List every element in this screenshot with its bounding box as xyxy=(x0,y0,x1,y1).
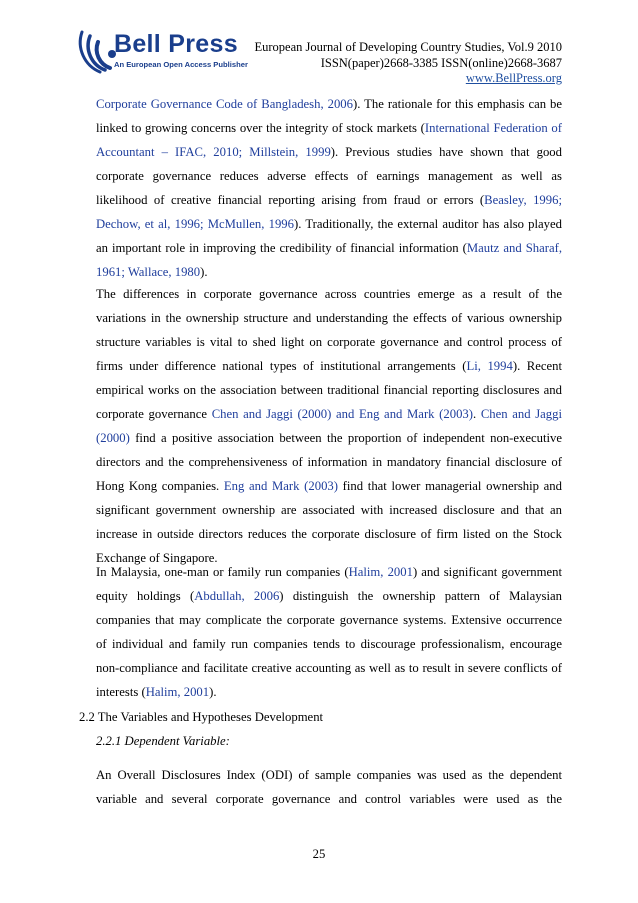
citation-link[interactable]: Halim, 2001 xyxy=(348,565,413,579)
page-number: 25 xyxy=(312,847,326,861)
journal-url-link[interactable]: www.BellPress.org xyxy=(465,71,562,85)
text-span: ) distinguish the ownership pattern of Malaysian xyxy=(279,589,562,603)
text-line xyxy=(96,560,562,584)
text-span: ). xyxy=(209,685,217,699)
citation-link[interactable]: Beasley, 1996; xyxy=(484,193,562,207)
logo-name: Bell Press xyxy=(114,30,238,58)
text-span: variations in the ownership structure and understanding the effects of various ownership xyxy=(96,311,562,325)
text-line xyxy=(96,116,562,140)
text-line xyxy=(96,212,562,236)
citation-link[interactable]: Abdullah, 2006 xyxy=(194,589,280,603)
text-line xyxy=(96,450,562,474)
text-span: variable and several corporate governance and control variables were used as the xyxy=(96,792,562,806)
text-line xyxy=(96,426,562,450)
text-span: ). xyxy=(200,265,208,279)
text-span: ). Recent xyxy=(512,359,562,373)
citation-link[interactable]: International Federation of xyxy=(424,121,562,135)
text-span: Exchange of Singapore. xyxy=(96,551,218,565)
text-span: An Overall Disclosures Index (ODI) of sample companies was used as the dependent xyxy=(96,768,562,782)
citation-link[interactable]: Chen and Jaggi (2000) and Eng and Mark (2003) xyxy=(211,407,473,421)
text-line xyxy=(96,354,562,378)
text-line xyxy=(96,260,562,284)
text-span: interests ( xyxy=(96,685,146,699)
text-span: ). The rationale for this emphasis can be xyxy=(352,97,562,111)
text-span: corporate governance xyxy=(96,407,212,421)
text-line xyxy=(96,608,562,632)
text-line xyxy=(96,656,562,680)
text-line xyxy=(96,498,562,522)
text-span: of individual and family run companies tends to discourage professionalism, encourage xyxy=(96,637,562,651)
text-span: directors and the comprehensiveness of information in mandatory financial disclosure of xyxy=(96,455,562,469)
text-span: firms under difference national types of institutional arrangements ( xyxy=(96,359,467,373)
text-span: increase in outside directors reduces the corporate disclosure of firm listed on the Stock xyxy=(96,527,562,541)
text-span: significant government ownership are associated with increased disclosure and that an xyxy=(96,503,562,517)
logo-tagline: An European Open Access Publisher xyxy=(114,60,248,69)
text-line xyxy=(96,787,562,811)
text-span: ) and significant government xyxy=(412,565,563,579)
paragraph-1 xyxy=(96,92,562,284)
citation-link[interactable]: Halim, 2001 xyxy=(145,685,210,699)
text-line xyxy=(96,402,562,426)
text-span: non-compliance and facilitate creative accounting as well as to result in severe conflicts of xyxy=(96,661,562,675)
text-span: empirical works on the association between traditional financial reporting disclosures and xyxy=(96,383,562,397)
text-span: linked to growing concerns over the integrity of stock markets ( xyxy=(96,121,425,135)
text-line xyxy=(96,763,562,787)
text-line xyxy=(96,236,562,260)
text-line xyxy=(96,282,562,306)
subsection-heading: 2.2.1 Dependent Variable: xyxy=(96,734,230,748)
text-line xyxy=(96,140,562,164)
text-line xyxy=(96,164,562,188)
citation-link[interactable]: 1961; Wallace, 1980 xyxy=(96,265,201,279)
text-line xyxy=(96,330,562,354)
text-span: The differences in corporate governance across countries emerge as a result of the xyxy=(96,287,562,301)
text-line xyxy=(96,474,562,498)
text-span: an important role in improving the credibility of financial information ( xyxy=(96,241,467,255)
citation-link[interactable]: (2000) xyxy=(96,431,130,445)
citation-link[interactable]: Dechow, et al, 1996; McMullen, 1996 xyxy=(96,217,294,231)
text-line xyxy=(96,188,562,212)
text-line xyxy=(96,306,562,330)
section-heading: 2.2 The Variables and Hypotheses Development xyxy=(79,710,324,724)
text-span: In Malaysia, one-man or family run companies ( xyxy=(96,565,349,579)
text-line xyxy=(96,378,562,402)
text-line xyxy=(96,680,562,704)
text-span: Hong Kong companies. xyxy=(96,479,224,493)
citation-link[interactable]: Chen and Jaggi xyxy=(480,407,563,421)
text-line xyxy=(96,522,562,546)
citation-link[interactable]: Li, 1994 xyxy=(466,359,513,373)
text-span: . xyxy=(473,407,481,421)
citation-link[interactable]: Eng and Mark (2003) xyxy=(223,479,338,493)
paragraph-2 xyxy=(96,282,562,570)
paragraph-3 xyxy=(96,560,562,704)
text-span: corporate governance reduces adverse effects of earnings management as well as xyxy=(96,169,562,183)
citation-link[interactable]: Accountant – IFAC, 2010; Millstein, 1999 xyxy=(96,145,331,159)
text-span: structure variables is vital to shed light on corporate governance and control process of xyxy=(96,335,562,349)
paragraph-4 xyxy=(96,763,562,811)
text-span: find that lower managerial ownership and xyxy=(338,479,562,493)
text-line xyxy=(96,632,562,656)
text-span: likelihood of creative financial reporting arising from fraud or errors ( xyxy=(96,193,485,207)
text-line xyxy=(96,92,562,116)
text-span: find a positive association between the proportion of independent non-executive xyxy=(129,431,562,445)
text-span: ). Traditionally, the external auditor has also played xyxy=(294,217,562,231)
citation-link[interactable]: Corporate Governance Code of Bangladesh, 2006 xyxy=(96,97,353,111)
text-span: ). Previous studies have shown that good xyxy=(330,145,562,159)
text-span: companies that may complicate the corporate governance systems. Extensive occurrence xyxy=(96,613,562,627)
text-line xyxy=(96,584,562,608)
journal-title: European Journal of Developing Country Studies, Vol.9 2010 xyxy=(254,40,562,54)
citation-link[interactable]: Mautz and Sharaf, xyxy=(466,241,562,255)
text-span: equity holdings ( xyxy=(96,589,195,603)
journal-issn: ISSN(paper)2668-3385 ISSN(online)2668-3687 xyxy=(320,55,562,70)
journal-header xyxy=(255,40,563,87)
